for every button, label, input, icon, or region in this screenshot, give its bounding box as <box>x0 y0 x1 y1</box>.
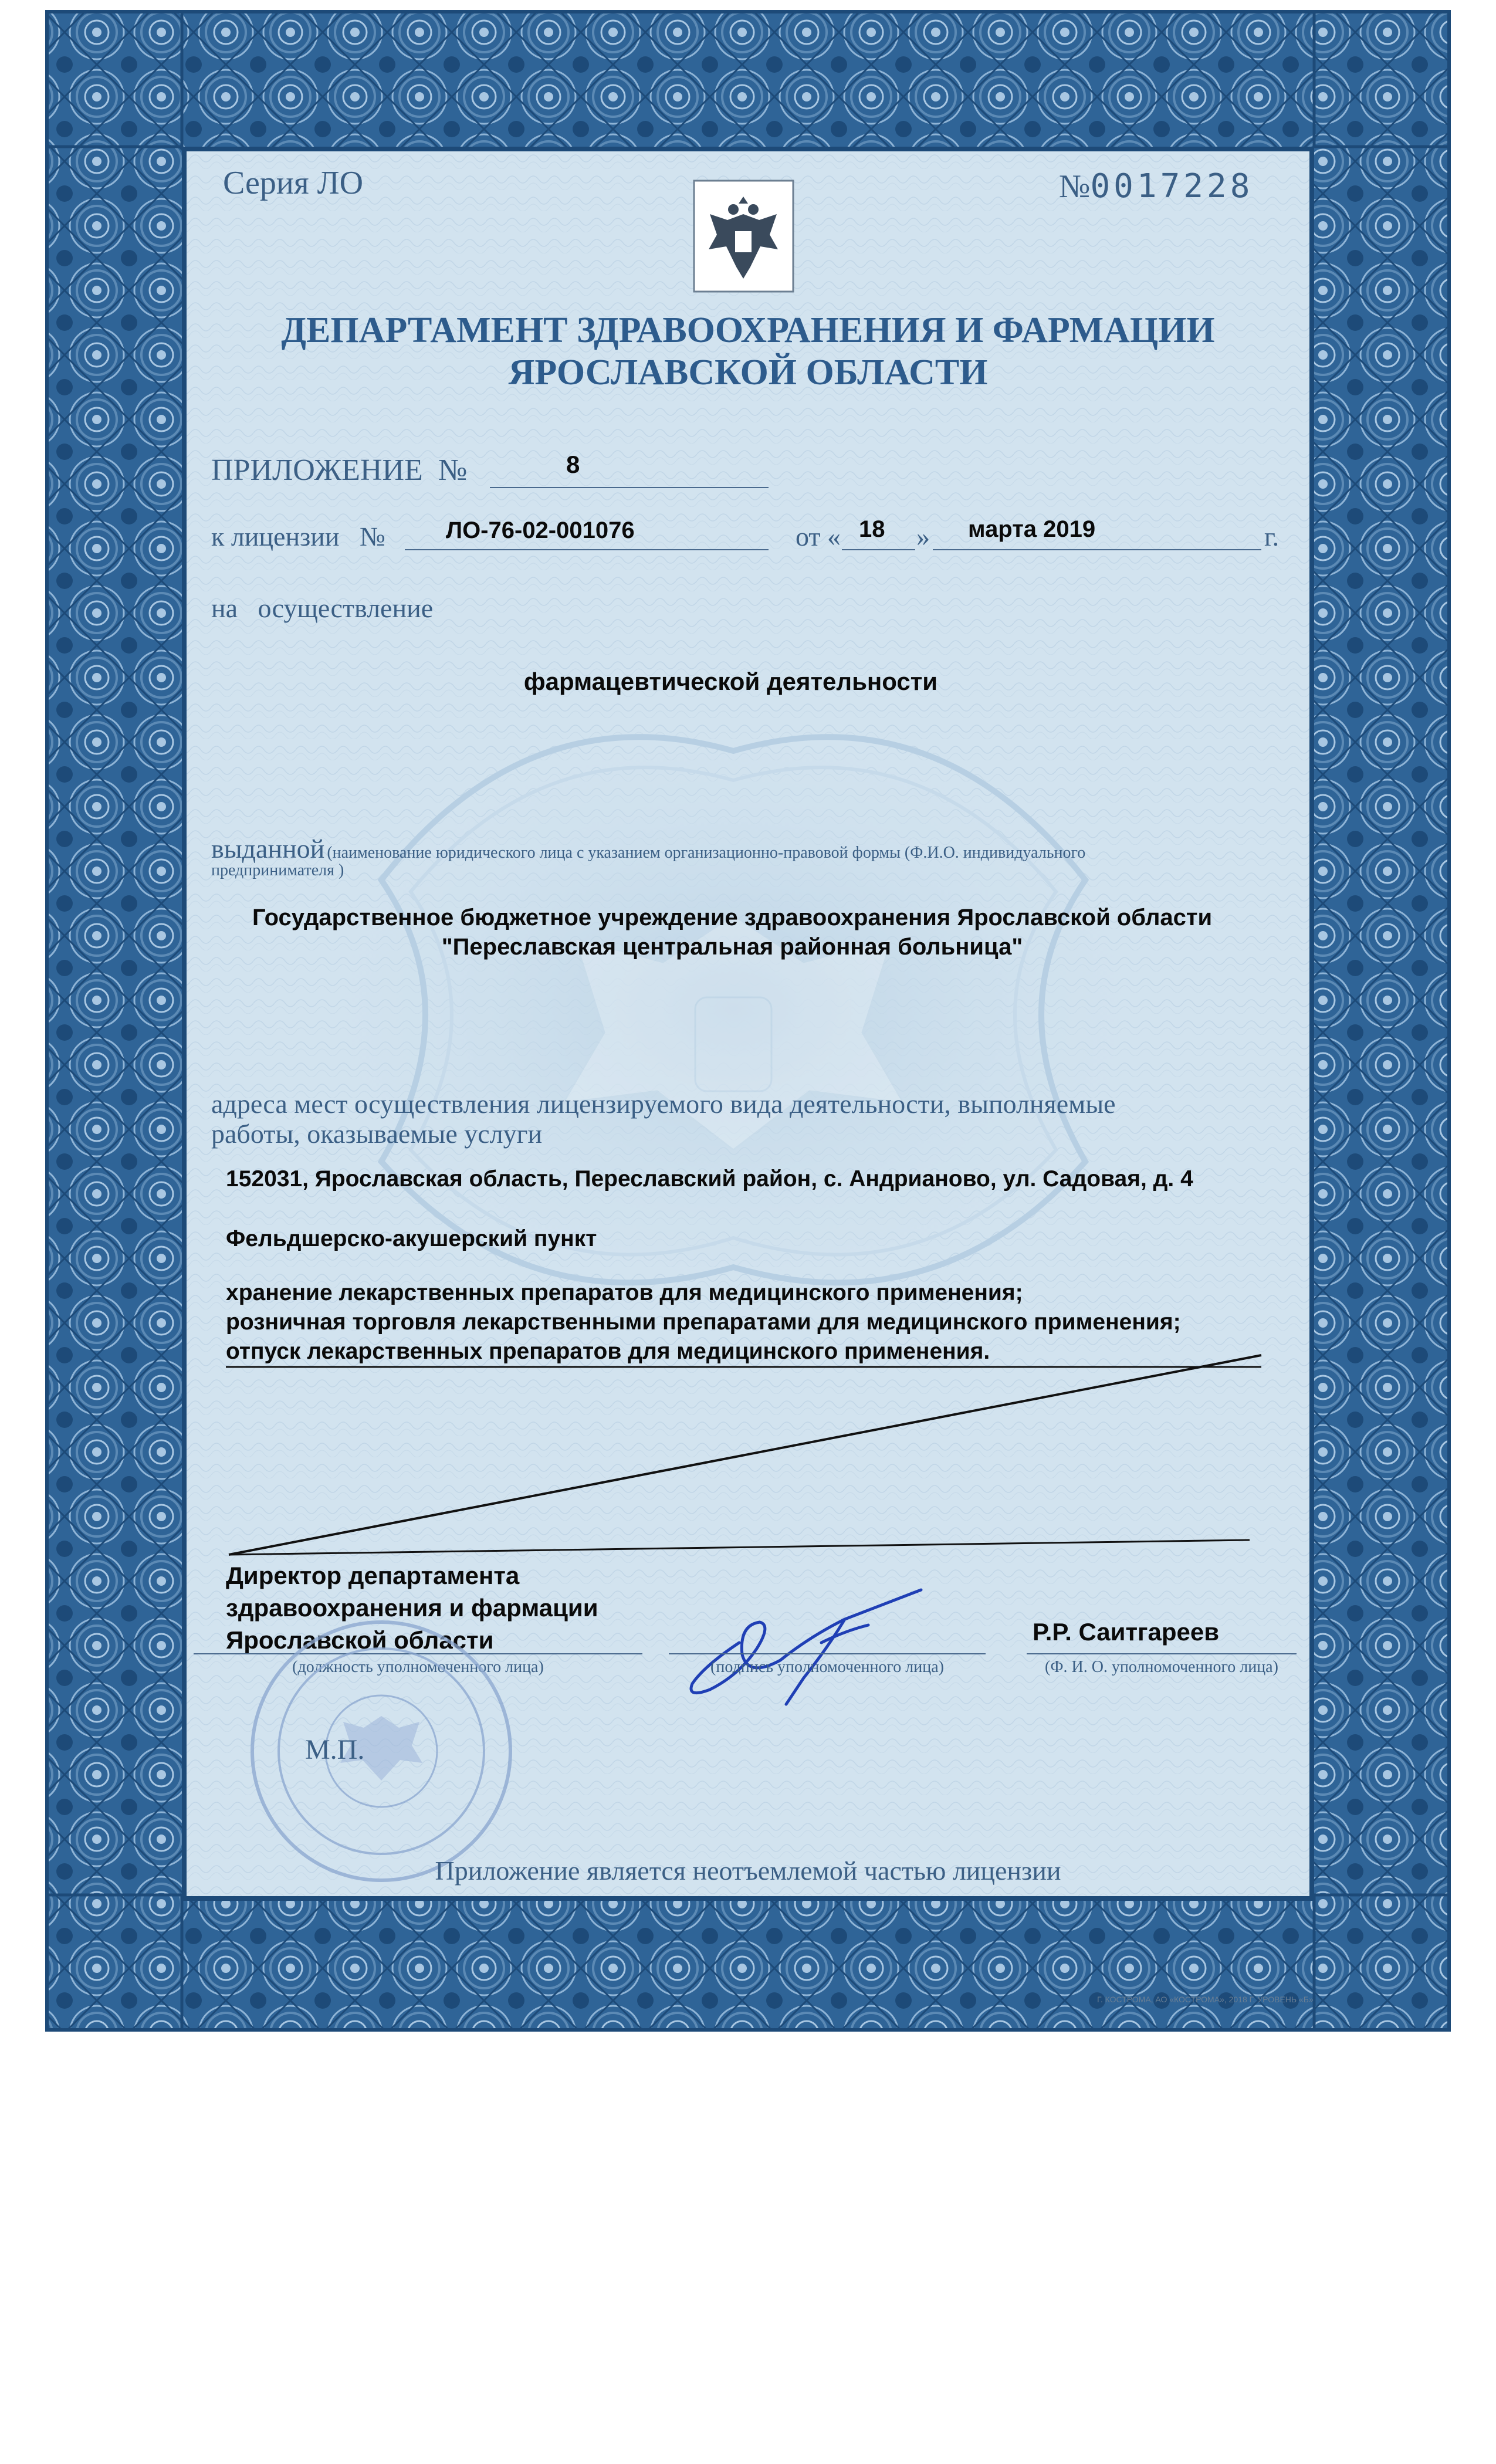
footer-note: Приложение является неотъемлемой частью лицензии <box>435 1856 1061 1886</box>
signatory-position-line2: здравоохранения и фармации <box>226 1594 598 1622</box>
addresses-label-line2: работы, оказываемые услуги <box>211 1119 543 1149</box>
organization-name-line2: "Переславская центральная районная больница" <box>441 934 1023 960</box>
form-number: 0017228 <box>1090 167 1254 205</box>
handwritten-signature <box>669 1578 950 1713</box>
series-label: Серия ЛО <box>223 165 364 201</box>
quote-close: » <box>916 522 930 551</box>
from-label: от « <box>796 522 841 551</box>
signature-underline <box>669 1653 986 1654</box>
signatory-name: Р.Р. Саитгареев <box>1033 1618 1220 1646</box>
activity-value: фармацевтической деятельности <box>523 668 938 695</box>
work-item-dispensing: отпуск лекарственных препаратов для медицинского применения. <box>226 1339 990 1364</box>
facility-name: Фельдшерско-акушерский пункт <box>226 1226 597 1251</box>
addresses-label-line1: адреса мест осуществления лицензируемого вида деятельности, выполняемые <box>211 1089 1116 1119</box>
facility-address: 152031, Ярославская область, Переславский район, с. Андрианово, ул. Садовая, д. 4 <box>226 1166 1193 1192</box>
work-item-storage: хранение лекарственных препаратов для медицинского применения; <box>226 1280 1023 1305</box>
number-sign: № <box>1059 168 1091 205</box>
printer-imprint: Г. КОСТРОМА, АО «КОСТРОМА», 2018 Г. УРОВЕНЬ «Б» <box>1097 1995 1314 2004</box>
signatory-position-line1: Директор департамента <box>226 1562 520 1589</box>
appendix-number: 8 <box>566 451 580 478</box>
issued-to-label: выданной <box>211 834 325 864</box>
name-caption: (Ф. И. О. уполномоченного лица) <box>1045 1658 1278 1676</box>
signature-caption: (подпись уполномоченного лица) <box>710 1658 944 1676</box>
license-day: 18 <box>859 516 885 542</box>
activity-label: на осуществление <box>211 593 434 623</box>
position-caption: (должность уполномоченного лица) <box>292 1658 544 1676</box>
issuer-title-line2: ЯРОСЛАВСКОЙ ОБЛАСТИ <box>508 353 988 392</box>
license-label: к лицензии № <box>211 522 385 551</box>
appendix-label: ПРИЛОЖЕНИЕ № <box>211 453 468 487</box>
organization-name-line1: Государственное бюджетное учреждение здравоохранения Ярославской области <box>252 905 1213 930</box>
issued-to-note-line1: (наименование юридического лица с указанием организационно-правовой формы (Ф.И.О. индивидуального <box>327 844 1086 862</box>
stamp-place-label: М.П. <box>305 1734 365 1765</box>
license-month-year: марта 2019 <box>968 516 1096 542</box>
official-stamp <box>217 1619 546 1889</box>
year-suffix: г. <box>1264 522 1280 551</box>
issued-to-note-line2: предпринимателя ) <box>211 861 344 879</box>
work-item-retail: розничная торговля лекарственными препаратами для медицинского применения; <box>226 1309 1181 1335</box>
name-underline <box>1027 1653 1297 1654</box>
issuer-title-line1: ДЕПАРТАМЕНТ ЗДРАВООХРАНЕНИЯ И ФАРМАЦИИ <box>281 310 1215 350</box>
signatory-position-line3: Ярославской области <box>226 1626 494 1654</box>
license-number: ЛО-76-02-001076 <box>446 517 635 543</box>
